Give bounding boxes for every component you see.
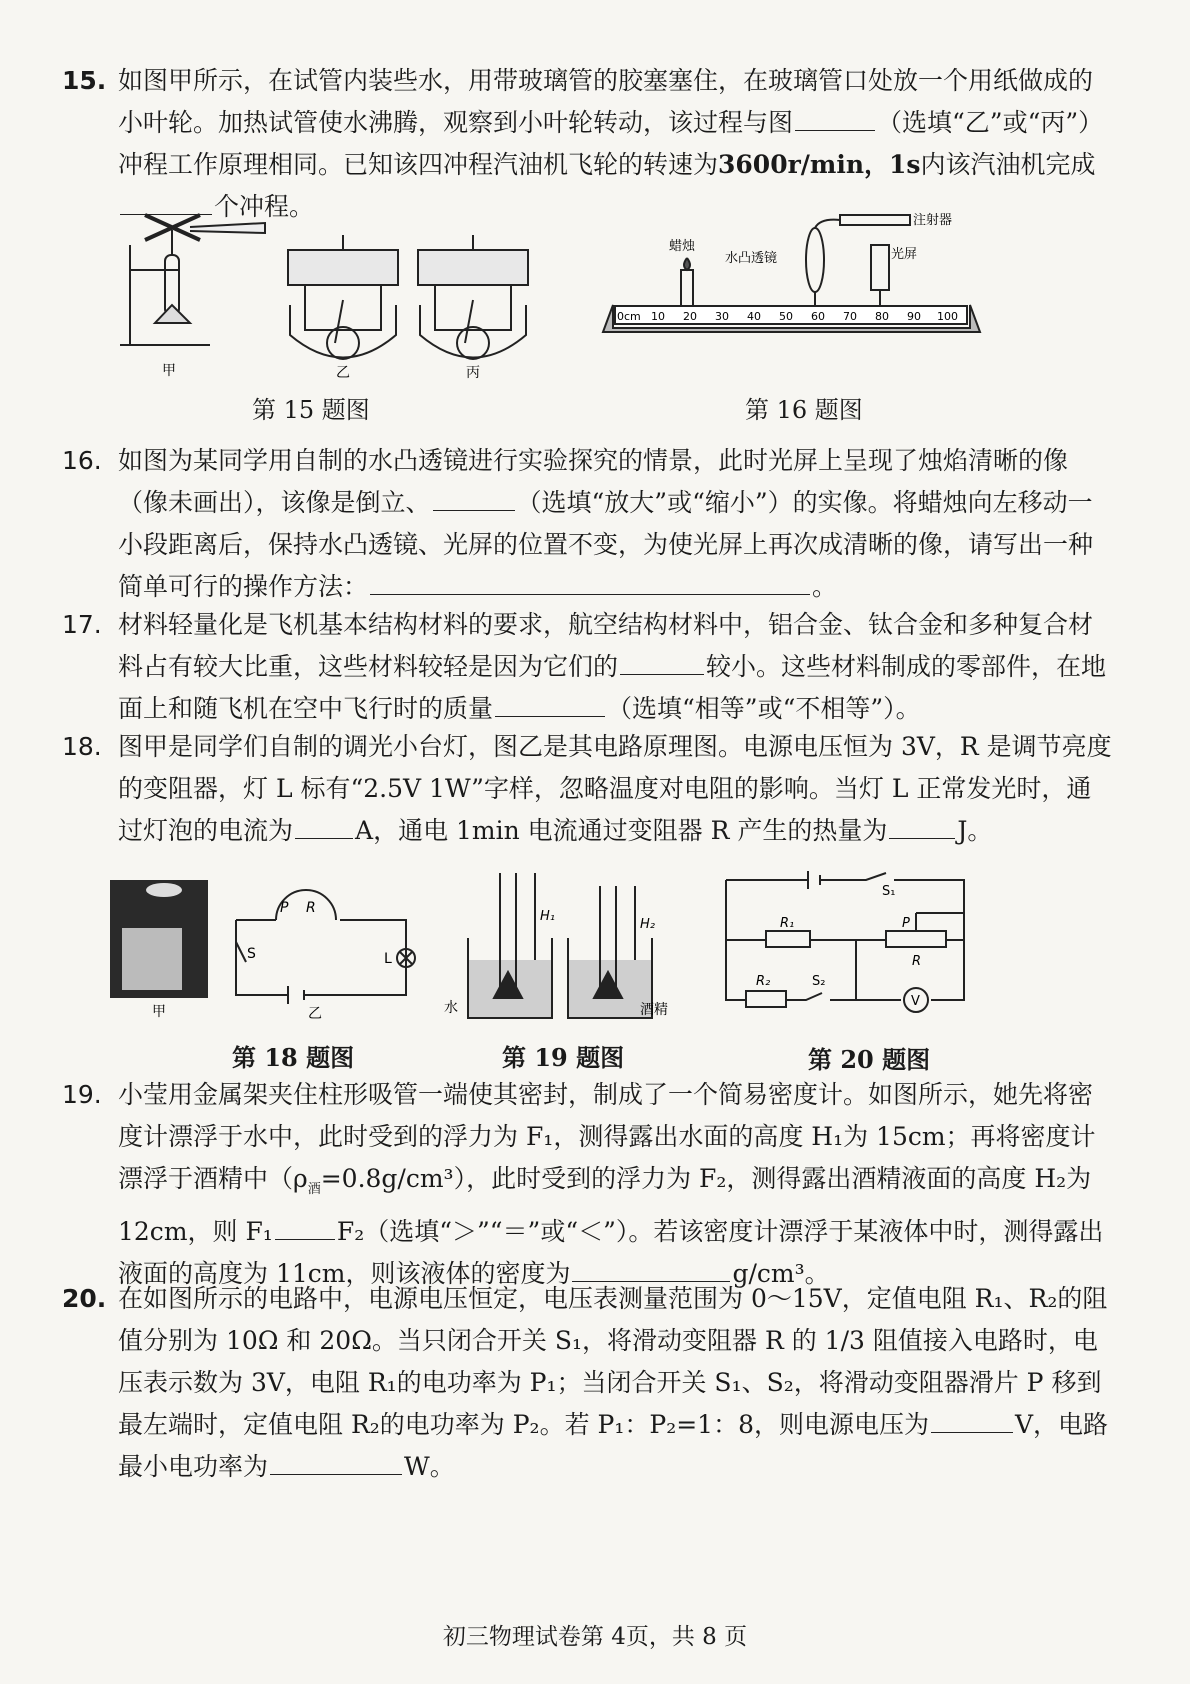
text-segment: 材料轻量化是飞机基本结构材料的要求，航空结构材料中，铝合金、钛合金和多种复合材料占有较大比重，这些材料较轻是因为它们的 [118, 610, 1094, 681]
answer-blank[interactable] [275, 1211, 335, 1240]
text-segment: 内该汽油机完成 [920, 150, 1096, 179]
text-segment: 如图甲所示，在试管内装些水，用带玻璃管的胶塞塞住，在玻璃管口处放一个用纸做成的小叶轮。加热试管使水沸腾，观察到小叶轮转动，该过程与图 [118, 66, 1094, 137]
text-segment: W。 [404, 1452, 455, 1481]
fig-label-jia: 甲 [162, 363, 176, 379]
text-segment: 在如图所示的电路中，电源电压恒定，电压表测量范围为 0～15V，定值电阻 R₁、R₂的阻值分别为 10Ω 和 20Ω。当只闭合开关 S₁，将滑动变阻器 R 的 1/3 阻值接入电路时，电压表示数为 3V，电阻 R₁的电功率为 P₁；当闭合开关 S₁、S₂，将滑动变阻器滑片 P 移到最左端时，定值电阻 R₂的电功率为 P₂。若 P₁：P₂=1：8，则电源电压为 [118, 1284, 1108, 1439]
text-segment: F₂（选填“＞”“＝”或“＜”）。若该密度计漂浮于某液体中时，测得露出液面的高度为 11cm，则该液体的密度为 [118, 1217, 1104, 1288]
engine-yi [288, 235, 398, 359]
label-R1: R₁ [780, 916, 795, 931]
answer-blank[interactable] [433, 482, 515, 511]
question-17 [62, 604, 1112, 730]
label-alcohol: 酒精 [640, 1002, 668, 1018]
syringe [840, 215, 910, 225]
text-segment: 小莹用金属架夹住柱形吸管一端使其密封，制成了一个简易密度计。如图所示，她先将密度计漂浮于水中，此时受到的浮力为 F₁，测得露出水面的高度 H₁为 15cm；再将密度计漂浮于酒精中（ρ [118, 1080, 1096, 1193]
question-number: 19. [62, 1080, 102, 1109]
lamp-circuit [236, 890, 415, 1004]
text-segment: 较小。这些材料制成的零部件，在地面上和随飞机在空中飞行时的质量 [118, 652, 1107, 723]
caption-15: 第 15 题图 [252, 396, 370, 424]
question-20 [62, 1278, 1112, 1488]
answer-blank[interactable] [295, 810, 353, 839]
label-P: P [902, 916, 910, 931]
answer-blank[interactable] [370, 566, 810, 595]
page-footer: 初三物理试卷第 4页，共 8 页 [442, 1624, 748, 1650]
label-P: P [280, 900, 289, 916]
figure-20 [716, 865, 986, 1025]
question-text [118, 440, 1112, 608]
svg-text:90: 90 [907, 310, 921, 323]
water-lens [806, 228, 824, 292]
fig-label-yi: 乙 [336, 365, 350, 381]
label-R: R [912, 954, 922, 969]
answer-blank[interactable] [270, 1446, 402, 1475]
label-S1: S₁ [882, 884, 896, 899]
question-text [118, 60, 1112, 228]
svg-text:80: 80 [875, 310, 889, 323]
label-syringe: 注射器 [913, 213, 953, 228]
caption-19: 第 19 题图 [502, 1043, 625, 1072]
caption-16: 第 16 题图 [745, 396, 863, 424]
question-number: 16. [62, 446, 102, 475]
rotation-speed: 3600r/min，1s [718, 150, 921, 179]
candle [681, 270, 693, 306]
text-segment: （选填“乙”或“丙”）冲程工作原理相同。已知该四冲程汽油机飞轮的转速为 [118, 108, 1104, 179]
caption-20: 第 20 题图 [808, 1045, 931, 1074]
question-15 [62, 60, 1112, 228]
text-segment: 图甲是同学们自制的调光小台灯，图乙是其电路原理图。电源电压恒为 3V，R 是调节亮度的变阻器，灯 L 标有“2.5V 1W”字样，忽略温度对电阻的影响。当灯 L 正常发光时，通过灯泡的电流为 [118, 732, 1112, 845]
question-text [118, 726, 1112, 852]
light-screen [871, 245, 889, 290]
label-S: S [247, 946, 256, 962]
question-number: 20. [62, 1284, 107, 1313]
text-segment: A，通电 1min 电流通过变阻器 R 产生的热量为 [355, 816, 888, 845]
text-segment: （选填“放大”或“缩小”）的实像。将蜡烛向左移动一小段距离后，保持水凸透镜、光屏的位置不变，为使光屏上再次成清晰的像，请写出一种简单可行的操作方法： [118, 488, 1094, 601]
question-text [118, 1278, 1112, 1488]
label-H2: H₂ [640, 917, 655, 932]
label-L: L [384, 951, 392, 967]
figure-16 [595, 210, 990, 345]
svg-text:60: 60 [811, 310, 825, 323]
fig-label-yi: 乙 [308, 1006, 322, 1020]
text-segment: （选填“相等”或“不相等”）。 [607, 694, 921, 723]
text-segment: J。 [957, 816, 993, 845]
label-S2: S₂ [812, 974, 826, 989]
figure-15 [110, 205, 570, 385]
text-segment: 。 [812, 572, 838, 601]
text-segment: V，电路最小电功率为 [118, 1410, 1109, 1481]
caption-18: 第 18 题图 [232, 1043, 355, 1072]
svg-text:50: 50 [779, 310, 793, 323]
question-number: 15. [62, 66, 107, 95]
question-18 [62, 726, 1112, 852]
fig-label-bing: 丙 [466, 365, 480, 381]
label-R: R [306, 900, 316, 916]
question-number: 18. [62, 732, 102, 761]
label-water: 水 [444, 1000, 458, 1016]
label-screen: 光屏 [891, 247, 918, 262]
fig-label-jia: 甲 [152, 1004, 166, 1020]
engine-bing [418, 235, 528, 359]
svg-text:30: 30 [715, 310, 729, 323]
circuit-20 [726, 871, 964, 1012]
label-candle: 蜡烛 [669, 239, 696, 254]
answer-blank[interactable] [889, 810, 955, 839]
test-tube-apparatus [120, 215, 265, 345]
text-segment: =0.8g/cm³），此时受到的浮力为 F₂，测得露出酒精液面的高度 H₂为 12cm，则 F₁ [118, 1164, 1092, 1246]
answer-blank[interactable] [620, 646, 704, 675]
label-R2: R₂ [756, 974, 771, 989]
question-text [118, 604, 1112, 730]
question-number: 17. [62, 610, 102, 639]
svg-text:100: 100 [937, 310, 958, 323]
label-lens: 水凸透镜 [725, 251, 778, 266]
text-segment: 个冲程。 [214, 192, 315, 221]
voltmeter-label: V [911, 994, 920, 1009]
answer-blank[interactable] [495, 688, 605, 717]
question-text [118, 1074, 1112, 1295]
label-H1: H₁ [540, 909, 555, 924]
answer-blank[interactable] [931, 1404, 1013, 1433]
rho-subscript: 酒 [307, 1182, 321, 1197]
question-16 [62, 440, 1112, 608]
svg-text:70: 70 [843, 310, 857, 323]
svg-text:20: 20 [683, 310, 697, 323]
text-segment: g/cm³。 [732, 1259, 830, 1288]
text-segment: 如图为某同学用自制的水凸透镜进行实验探究的情景，此时光屏上呈现了烛焰清晰的像（像未画出），该像是倒立、 [118, 446, 1069, 517]
figure-19 [440, 868, 690, 1028]
svg-text:10: 10 [651, 310, 665, 323]
answer-blank[interactable] [795, 102, 875, 131]
question-19 [62, 1074, 1112, 1295]
svg-text:40: 40 [747, 310, 761, 323]
figure-18 [108, 870, 428, 1020]
svg-text:0cm: 0cm [617, 310, 641, 323]
